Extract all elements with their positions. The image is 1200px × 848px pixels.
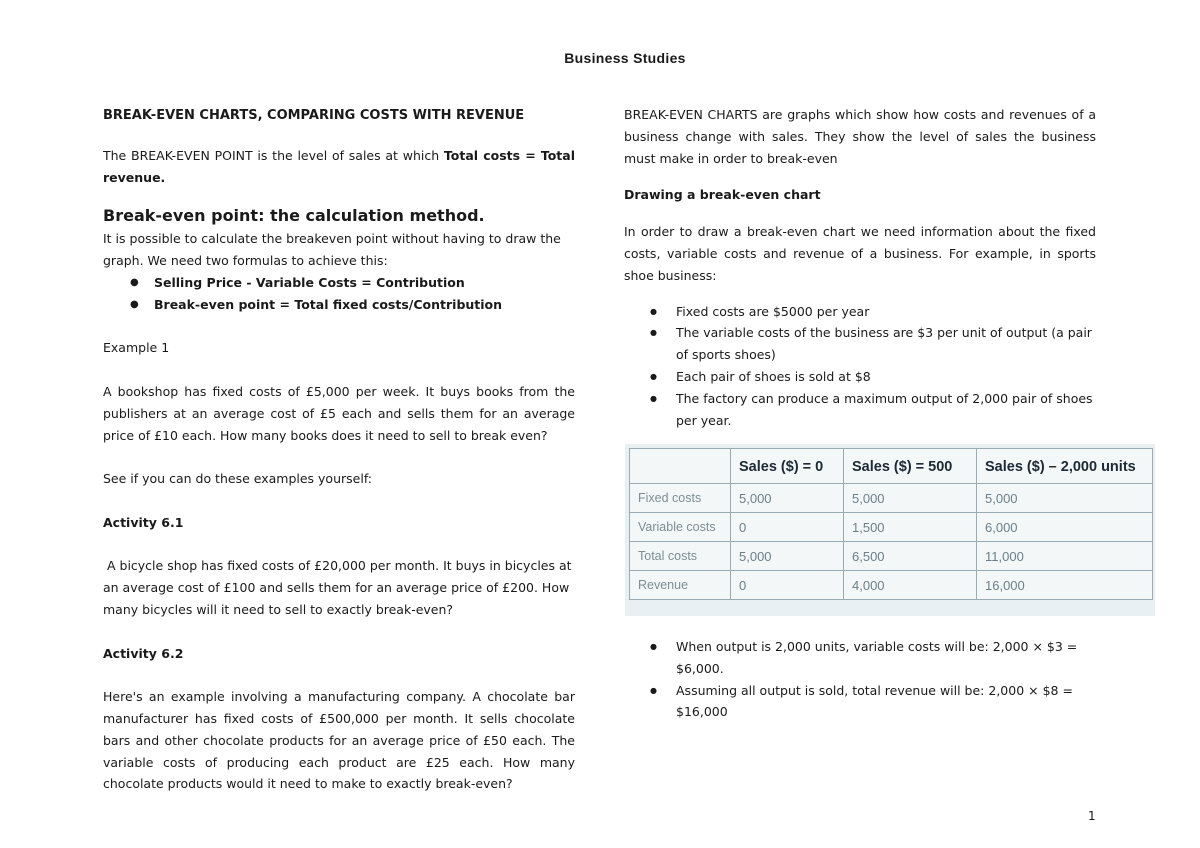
table-row	[630, 571, 1153, 600]
results-list	[624, 636, 1096, 723]
table-cell: 4,000	[844, 571, 977, 600]
table-cell: 0	[731, 513, 844, 542]
formula-list	[103, 272, 575, 316]
table-row	[630, 513, 1153, 542]
table-cell: 0	[731, 571, 844, 600]
row-label: Revenue	[630, 571, 731, 600]
table-row	[630, 542, 1153, 571]
table-cell: 1,500	[844, 513, 977, 542]
bep-definition	[103, 145, 575, 189]
table-cell: 5,000	[731, 542, 844, 571]
fact-fixed-costs: ● Fixed costs are $5000 per year	[624, 301, 1096, 323]
table-header-cell: Sales ($) = 500	[844, 449, 977, 484]
row-label: Fixed costs	[630, 484, 731, 513]
activity-6-1-text: A bicycle shop has fixed costs of £20,000 per month. It buys in bicycles at an average cost of £100 and sells them for an average price of £200. How many bicycles will it need to sell to exactly break-even?	[103, 558, 576, 617]
drawing-heading: Drawing a break-even chart	[624, 187, 821, 203]
result-variable-costs: ● When output is 2,000 units, variable costs will be: 2,000 × $3 = $6,000.	[624, 636, 1096, 680]
row-label: Variable costs	[630, 513, 731, 542]
main-heading: BREAK-EVEN CHARTS, COMPARING COSTS WITH REVENUE	[103, 108, 525, 123]
table-row	[630, 484, 1153, 513]
table-header-cell: Sales ($) – 2,000 units	[977, 449, 1153, 484]
break-even-intro: BREAK-EVEN CHARTS are graphs which show how costs and revenues of a business change with sales. They show the level of sales the business must make in order to break-even	[624, 107, 1096, 166]
activity-6-2-label: Activity 6.2	[103, 645, 184, 661]
formula-contribution: ● Selling Price - Variable Costs = Contribution	[103, 272, 575, 294]
costs-table	[629, 448, 1153, 600]
table-cell: 16,000	[977, 571, 1153, 600]
page-number: 1	[1088, 809, 1096, 823]
fact-selling-price: ● Each pair of shoes is sold at $8	[624, 366, 1096, 388]
calc-method-heading: Break-even point: the calculation method.	[103, 206, 485, 226]
activity-6-1-label: Activity 6.1	[103, 514, 184, 530]
see-if-text: See if you can do these examples yourself:	[103, 471, 372, 487]
business-facts-list	[624, 301, 1096, 432]
table-header-cell: Sales ($) = 0	[731, 449, 844, 484]
table-cell: 6,500	[844, 542, 977, 571]
table-header-row	[630, 449, 1153, 484]
right-column	[624, 104, 1096, 431]
table-cell: 6,000	[977, 513, 1153, 542]
result-total-revenue: ● Assuming all output is sold, total revenue will be: 2,000 × $8 = $16,000	[624, 680, 1096, 724]
table-header-cell	[630, 449, 731, 484]
example-text: A bookshop has fixed costs of £5,000 per week. It buys books from the publishers at an average cost of £5 each and sells them for an average price of £10 each. How many books does it need to sell to break even?	[103, 383, 575, 443]
costs-table-image	[625, 444, 1155, 616]
activity-6-2-text: Here's an example involving a manufacturing company. A chocolate bar manufacturer has fixed costs of £500,000 per month. It sells chocolate bars and other chocolate products for an average price of £50 each. The variable costs of producing each product are £25 each. How many chocolate products would it need to make to exactly break-even?	[103, 689, 575, 792]
bep-definition-text: The BREAK-EVEN POINT is the level of sales at which	[103, 147, 444, 163]
page-header: Business Studies	[564, 50, 686, 66]
fact-variable-costs: ● The variable costs of the business are $3 per unit of output (a pair of sports shoes)	[624, 322, 1096, 366]
fact-max-output: ● The factory can produce a maximum output of 2,000 pair of shoes per year.	[624, 388, 1096, 432]
formula-break-even: ● Break-even point = Total fixed costs/Contribution	[103, 294, 575, 316]
calc-intro: It is possible to calculate the breakeven point without having to draw the graph. We need two formulas to achieve this:	[103, 231, 561, 269]
drawing-text: In order to draw a break-even chart we need information about the fixed costs, variable costs and revenue of a business. For example, in sports shoe business:	[624, 224, 1096, 283]
table-cell: 5,000	[731, 484, 844, 513]
table-cell: 5,000	[977, 484, 1153, 513]
row-label: Total costs	[630, 542, 731, 571]
bep-definition-bold: Total costs = Total revenue.	[103, 147, 575, 185]
left-column	[103, 105, 575, 795]
example-label: Example 1	[103, 340, 170, 356]
results-section	[624, 636, 1096, 723]
table-cell: 5,000	[844, 484, 977, 513]
table-cell: 11,000	[977, 542, 1153, 571]
